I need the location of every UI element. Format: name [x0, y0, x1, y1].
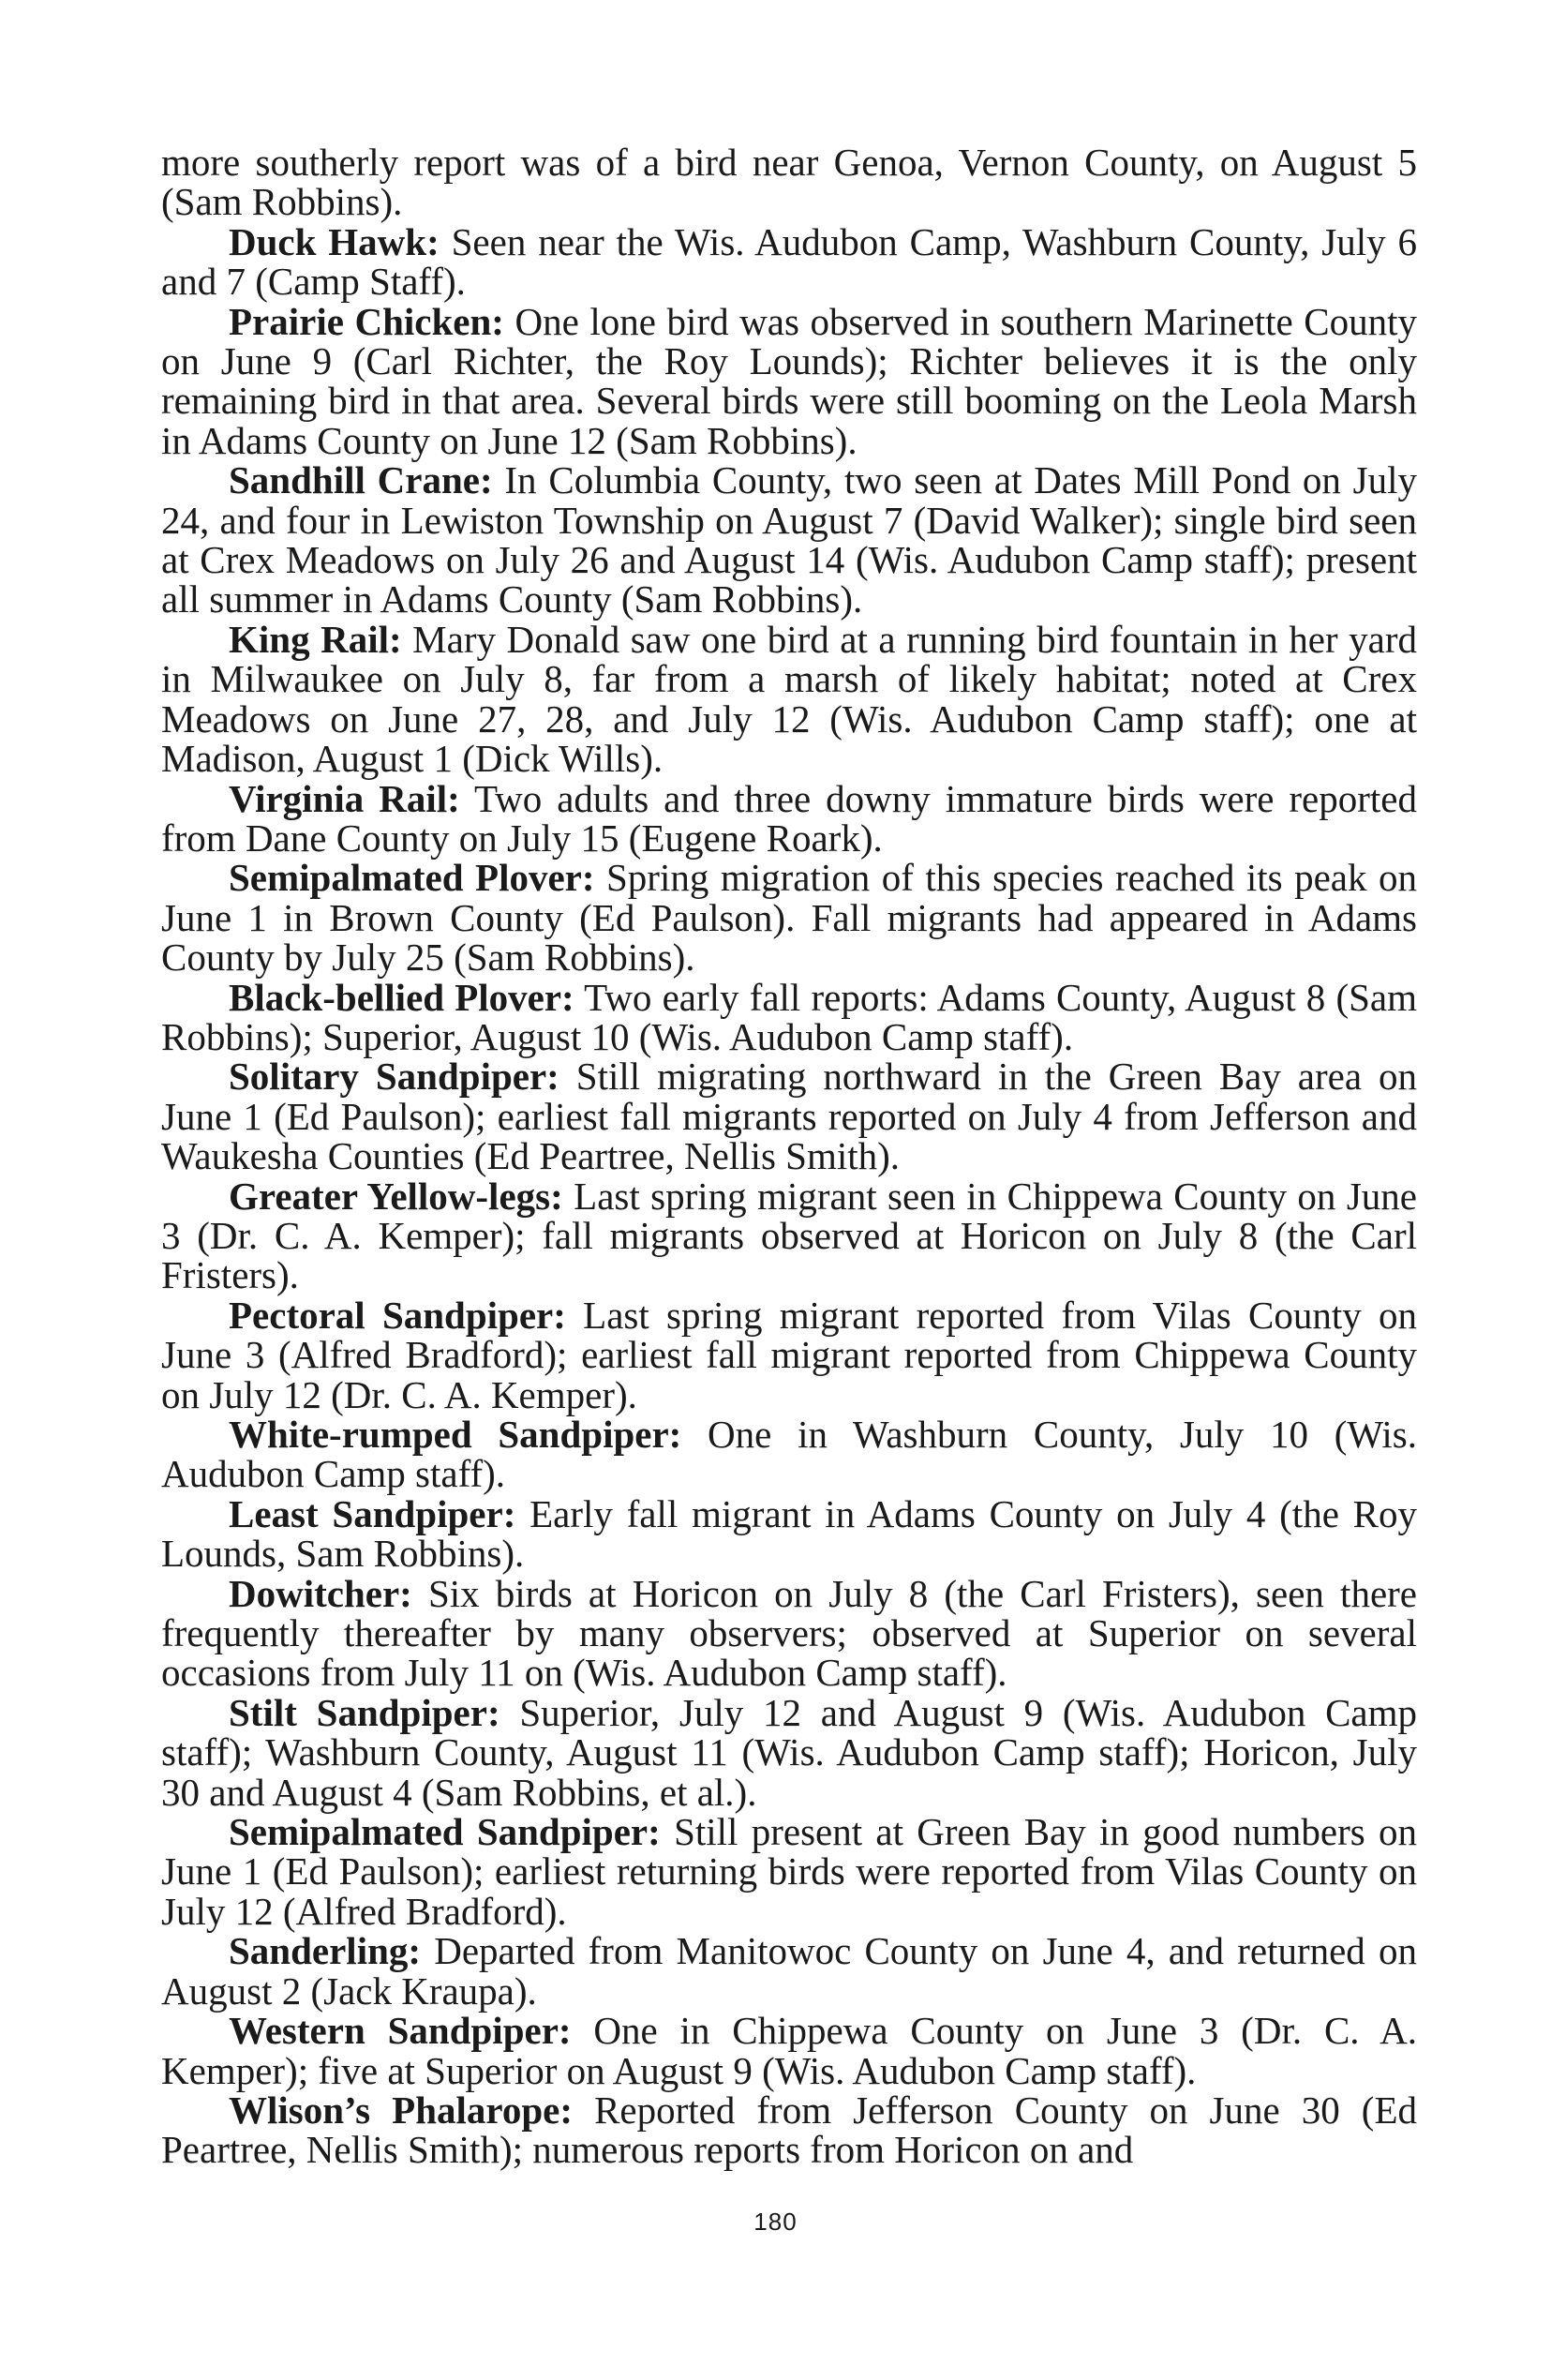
species-entry: [161, 1295, 1417, 1415]
species-entry: [161, 1690, 1418, 1814]
species-name: Pectoral Sandpiper:: [229, 1293, 566, 1337]
species-name: Sandhill Crane:: [229, 458, 493, 502]
species-entry: [161, 460, 1417, 620]
species-entry: [161, 2011, 1417, 2090]
species-name: Solitary Sandpiper:: [229, 1055, 559, 1099]
species-name: Black-bellied Plover:: [229, 975, 574, 1019]
species-entry: [161, 1571, 1417, 1695]
species-entry: [161, 299, 1417, 462]
species-note: Reported from Jefferson County on June 30 (Ed Peartree, Nellis Smith); numerous reports from Horicon on and: [161, 2088, 1417, 2172]
species-entry: [161, 1812, 1417, 1931]
species-entry: [161, 1491, 1417, 1576]
page-number: 180: [753, 2208, 798, 2236]
species-note: Seen near the Wis. Audubon Camp, Washburn County, July 6 and 7 (Camp Staff).: [161, 219, 1417, 304]
species-name: Western Sandpiper:: [229, 2009, 572, 2053]
species-name: Wlison’s Phalarope:: [229, 2088, 574, 2132]
species-note: One lone bird was observed in southern Marinette County on June 9 (Carl Richter, the Roy Lounds); Richter believes it is the only remaining bird in that area. Several birds were still booming on the Leola Marsh in Adams County on June 12 (Sam Robbins).: [161, 299, 1417, 462]
species-entry: [161, 975, 1417, 1058]
species-note: One in Washburn County, July 10 (Wis. Audubon Camp staff).: [161, 1413, 1418, 1496]
species-name: Stilt Sandpiper:: [229, 1690, 500, 1734]
species-entries: [161, 219, 1418, 2172]
body-text: [161, 142, 1417, 2170]
species-note: Spring migration of this species reached its peak on June 1 in Brown County (Ed Paulson). Fall migrants had appeared in Adams County by July 25 (Sam Robbins).: [161, 856, 1417, 980]
species-note: Two adults and three downy immature birds were reported from Dane County on July 15 (Eugene Roark).: [161, 776, 1417, 860]
species-name: Least Sandpiper:: [229, 1491, 516, 1535]
species-entry: [161, 1415, 1417, 1494]
species-note: In Columbia County, two seen at Dates Mill Pond on July 24, and four in Lewiston Township on August 7 (David Walker); single bird seen at Crex Meadows on July 26 and August 14 (Wis. Audubon Camp staff); present all summer in Adams County (Sam Robbins).: [161, 458, 1417, 621]
species-note: Still present at Green Bay in good numbers on June 1 (Ed Paulson); earliest returning birds were reported from Vilas County on July 12 (Alfred Bradford).: [161, 1810, 1417, 1933]
species-name: Greater Yellow-legs:: [229, 1174, 563, 1218]
species-note: Mary Donald saw one bird at a running bird fountain in her yard in Milwaukee on July 8, far from a marsh of likely habitat; noted at Crex Meadows on June 27, 28, and July 12 (Wis. Audubon Camp staff); one at Madison, August 1 (Dick Wills).: [161, 617, 1417, 781]
species-entry: [161, 617, 1417, 781]
species-entry: [161, 2090, 1417, 2170]
species-note: Early fall migrant in Adams County on July 4 (the Roy Lounds, Sam Robbins).: [161, 1491, 1417, 1576]
species-name: Prairie Chicken:: [229, 299, 504, 343]
species-entry: [161, 1931, 1417, 2011]
species-entry: [161, 1055, 1417, 1178]
species-name: Virginia Rail:: [229, 776, 460, 820]
species-entry: [161, 1176, 1417, 1295]
species-note: Departed from Manitowoc County on June 4, and returned on August 2 (Jack Kraupa).: [161, 1929, 1417, 2013]
species-note: Last spring migrant reported from Vilas County on June 3 (Alfred Bradford); earliest fall migrant reported from Chippewa County on July 12 (Dr. C. A. Kemper).: [161, 1293, 1418, 1416]
species-note: Six birds at Horicon on July 8 (the Carl Fristers), seen there frequently thereafter by many observers; observed at Superior on several occasions from July 11 on (Wis. Audubon Camp staff).: [161, 1571, 1417, 1695]
species-note: Superior, July 12 and August 9 (Wis. Audubon Camp staff); Washburn County, August 11 (Wis. Audubon Camp staff); Horicon, July 30 and August 4 (Sam Robbins, et al.).: [161, 1690, 1418, 1814]
continuation-paragraph: more southerly report was of a bird near Genoa, Vernon County, on August 5 (Sam Robbins).: [161, 141, 1417, 224]
species-entry: [161, 856, 1417, 980]
species-name: Semipalmated Plover:: [229, 856, 595, 900]
species-name: Duck Hawk:: [229, 219, 440, 263]
species-note: Last spring migrant seen in Chippewa County on June 3 (Dr. C. A. Kemper); fall migrants observed at Horicon on July 8 (the Carl Fristers).: [161, 1174, 1417, 1297]
species-name: King Rail:: [229, 617, 402, 661]
species-name: Sanderling:: [229, 1929, 422, 1973]
species-note: Two early fall reports: Adams County, August 8 (Sam Robbins); Superior, August 10 (Wis. Audubon Camp staff).: [161, 975, 1417, 1058]
species-entry: [161, 776, 1417, 860]
species-note: One in Chippewa County on June 3 (Dr. C. A. Kemper); five at Superior on August 9 (Wis. Audubon Camp staff).: [161, 2009, 1417, 2092]
species-name: Dowitcher:: [229, 1571, 412, 1615]
species-name: White-rumped Sandpiper:: [229, 1413, 682, 1456]
species-entry: [161, 219, 1417, 304]
species-note: Still migrating northward in the Green Bay area on June 1 (Ed Paulson); earliest fall migrants reported on July 4 from Jefferson and Waukesha Counties (Ed Peartree, Nellis Smith).: [161, 1055, 1417, 1178]
species-name: Semipalmated Sandpiper:: [229, 1810, 661, 1854]
